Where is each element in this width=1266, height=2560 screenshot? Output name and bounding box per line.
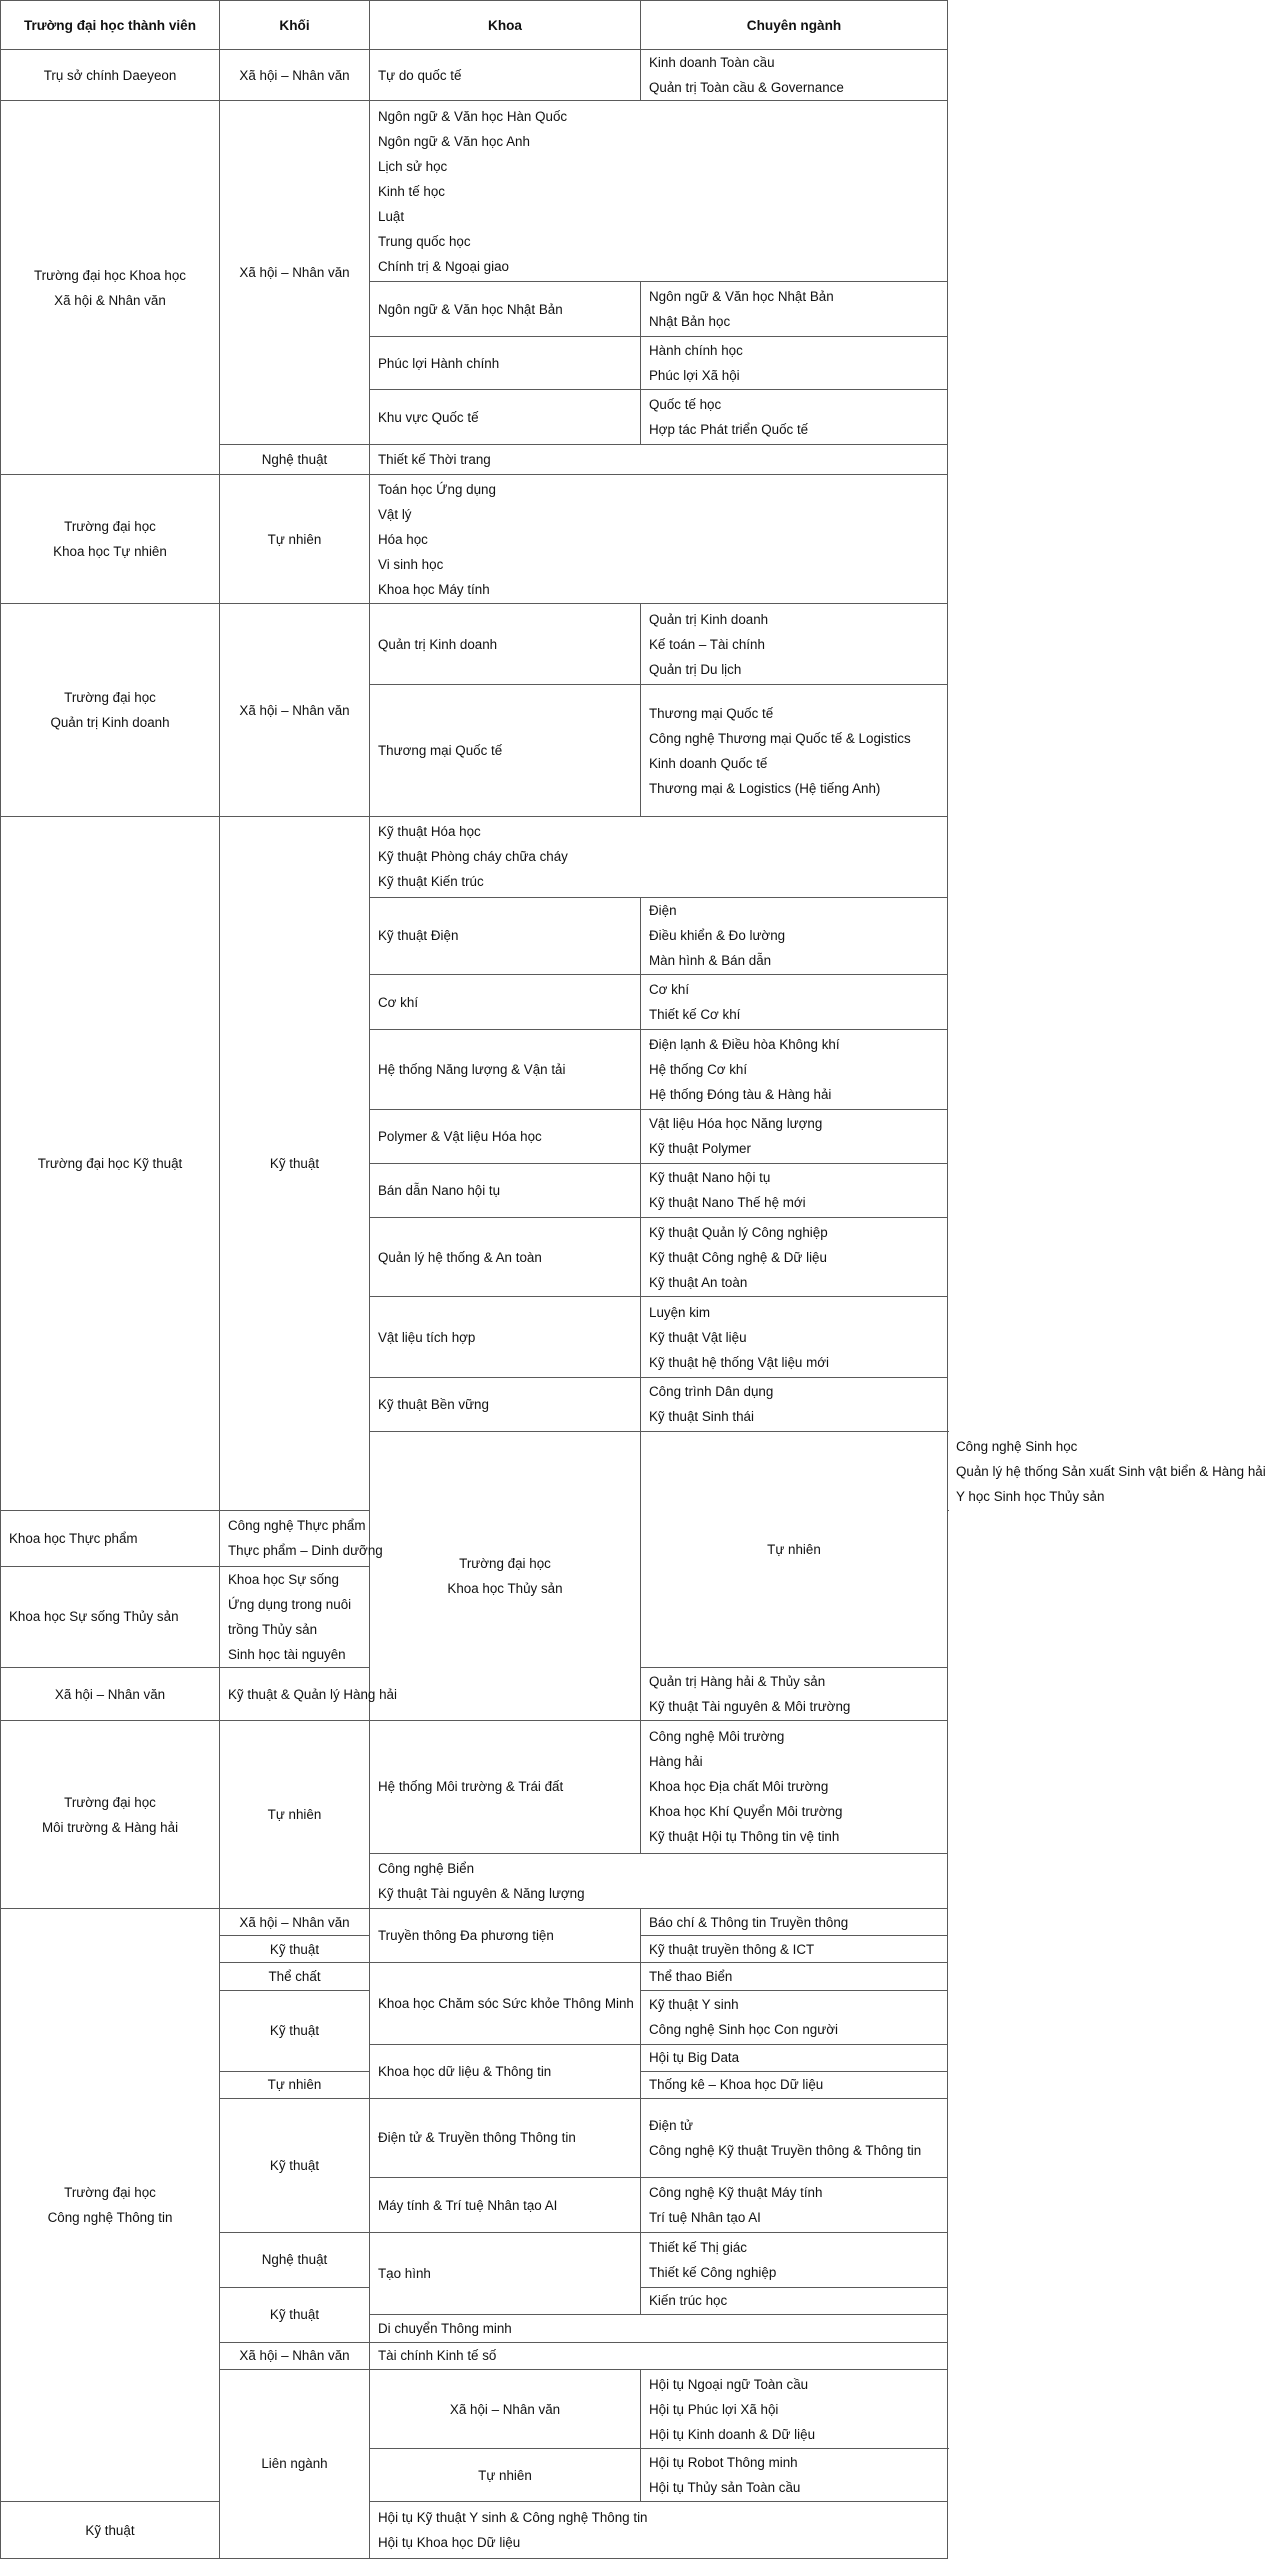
- cell-line: Xã hội – Nhân văn: [239, 264, 350, 280]
- cell-line: Tự nhiên: [267, 531, 322, 547]
- faculty-cell: [370, 2044, 641, 2098]
- cell-line: Phúc lợi Hành chính: [378, 355, 500, 371]
- cell-line: Kỹ thuật Nano Thế hệ mới: [649, 1195, 806, 1211]
- cell-line: Hệ thống Đóng tàu & Hàng hải: [649, 1086, 832, 1102]
- cell-line: Kinh doanh Quốc tế: [649, 755, 768, 771]
- faculty-cell: [370, 444, 948, 474]
- faculty-cell: [370, 684, 641, 817]
- cell-line: Hội tụ Kinh doanh & Dữ liệu: [649, 2426, 816, 2442]
- cell-line: Trường đại học: [459, 1556, 551, 1572]
- cell-line: Kỹ thuật Công nghệ & Dữ liệu: [649, 1249, 827, 1265]
- block-cell: [370, 2449, 641, 2502]
- major-cell: [641, 1163, 948, 1217]
- cell-line: Luật: [378, 208, 405, 224]
- block-cell: [220, 1991, 370, 2071]
- table-row: [1, 50, 948, 101]
- table-row: [1, 474, 948, 604]
- faculty-cell: [370, 1218, 641, 1297]
- cell-line: Hệ thống Môi trường & Trái đất: [378, 1779, 564, 1795]
- cell-line: Xã hội – Nhân văn: [54, 1686, 166, 1702]
- cell-line: Toán học Ứng dụng: [378, 481, 496, 497]
- header-row: [1, 1, 948, 50]
- cell-line: Vật liệu Hóa học Năng lượng: [649, 1116, 823, 1132]
- cell-line: Tự nhiên: [267, 2077, 322, 2093]
- cell-line: Kỹ thuật Hội tụ Thông tin vệ tinh: [649, 1829, 840, 1845]
- cell-line: Trường đại học Khoa học: [34, 267, 186, 283]
- faculty-cell: [370, 2314, 948, 2342]
- block-cell: [220, 2287, 370, 2342]
- cell-line: Khoa học dữ liệu & Thông tin: [378, 2063, 552, 2079]
- block-cell: [220, 2233, 370, 2287]
- faculty-cell: [370, 1963, 641, 2044]
- cell-line: Thống kê – Khoa học Dữ liệu: [649, 2077, 824, 2093]
- cell-line: Kinh tế học: [378, 183, 445, 199]
- cell-line: Báo chí & Thông tin Truyền thông: [649, 1914, 849, 1930]
- major-cell: [641, 50, 948, 101]
- faculty-cell: [370, 337, 641, 390]
- cell-line: Trường đại học: [64, 519, 156, 535]
- cell-line: Hóa học: [378, 531, 428, 547]
- cell-line: Ngôn ngữ & Văn học Nhật Bản: [649, 289, 834, 305]
- faculty-cell: [641, 2369, 948, 2448]
- cell-line: Ngôn ngữ & Văn học Anh: [378, 133, 530, 149]
- cell-line: Công nghệ Sinh học Con người: [649, 2022, 838, 2038]
- block-cell: [370, 2369, 641, 2448]
- cell-line: Khoa học Thực phẩm: [9, 1530, 138, 1546]
- cell-line: Quản trị Kinh doanh: [50, 715, 170, 731]
- major-cell: [641, 684, 948, 817]
- faculty-cell: [370, 1030, 641, 1109]
- faculty-cell: [370, 1297, 641, 1377]
- cell-line: Sinh học tài nguyên: [228, 1646, 346, 1662]
- faculty-cell: [370, 1163, 641, 1217]
- cell-line: Kỹ thuật: [269, 1941, 320, 1957]
- major-cell: [641, 1377, 948, 1431]
- cell-line: Hội tụ Robot Thông minh: [649, 2455, 798, 2471]
- cell-line: Khoa học Khí Quyển Môi trường: [649, 1804, 843, 1820]
- cell-line: Thương mại & Logistics (Hệ tiếng Anh): [649, 780, 881, 796]
- faculty-cell: [370, 2233, 641, 2314]
- table-row: [1, 604, 948, 684]
- cell-line: Hội tụ Ngoại ngữ Toàn cầu: [649, 2376, 809, 2392]
- cell-line: Thiết kế Thị giác: [649, 2239, 747, 2255]
- header-block: Khối: [220, 1, 370, 50]
- table-row: [1, 1721, 948, 1854]
- cell-line: Truyền thông Đa phương tiện: [378, 1928, 554, 1944]
- cell-line: Bán dẫn Nano hội tụ: [378, 1182, 501, 1198]
- major-cell: [641, 2098, 948, 2177]
- major-cell: [641, 1991, 948, 2044]
- cell-line: Thiết kế Cơ khí: [649, 1007, 741, 1023]
- cell-line: Công nghệ Kỹ thuật Máy tính: [649, 2185, 823, 2201]
- cell-line: Khu vực Quốc tế: [378, 409, 479, 425]
- university-cell: [1, 50, 220, 101]
- faculty-cell: [370, 604, 641, 684]
- block-cell: [1, 2502, 220, 2559]
- cell-line: Công nghệ Kỹ thuật Truyền thông & Thông tin: [649, 2142, 922, 2158]
- cell-line: Lịch sử học: [378, 158, 448, 174]
- cell-line: Màn hình & Bán dẫn: [649, 953, 772, 969]
- cell-line: Quản trị Du lịch: [649, 661, 742, 677]
- block-cell: [220, 474, 370, 604]
- major-cell: [641, 337, 948, 390]
- cell-line: Hàng hải: [649, 1754, 703, 1770]
- cell-line: Máy tính & Trí tuệ Nhân tạo AI: [378, 2197, 558, 2213]
- cell-line: Vật liệu tích hợp: [378, 1329, 476, 1345]
- university-cell: [1, 474, 220, 604]
- cell-line: Chính trị & Ngoại giao: [378, 258, 510, 274]
- cell-line: Kỹ thuật Sinh thái: [649, 1409, 754, 1425]
- cell-line: Trường đại học: [64, 2185, 156, 2201]
- cell-line: Kỹ thuật Hóa học: [378, 824, 481, 840]
- cell-line: Kỹ thuật hệ thống Vật liệu mới: [649, 1354, 829, 1370]
- cell-line: Công trình Dân dụng: [649, 1384, 774, 1400]
- faculty-cell: [370, 817, 948, 897]
- university-cell: [1, 101, 220, 475]
- cell-line: Hội tụ Thủy sản Toàn cầu: [649, 2480, 801, 2496]
- cell-line: Kế toán – Tài chính: [649, 636, 765, 652]
- major-cell: [641, 2233, 948, 2287]
- cell-line: Hệ thống Năng lượng & Vận tải: [378, 1061, 566, 1077]
- university-cell: [370, 1431, 641, 1720]
- cell-line: Thiết kế Thời trang: [378, 451, 491, 467]
- faculty-cell: [370, 1109, 641, 1163]
- cell-line: Kỹ thuật Tài nguyên & Môi trường: [649, 1699, 851, 1715]
- faculty-cell: [370, 282, 641, 337]
- cell-line: Thiết kế Công nghiệp: [649, 2264, 777, 2280]
- cell-line: Trường đại học Kỹ thuật: [37, 1156, 183, 1172]
- major-cell: [641, 897, 948, 974]
- header-major: Chuyên ngành: [641, 1, 948, 50]
- cell-line: Hợp tác Phát triển Quốc tế: [649, 422, 809, 438]
- cell-line: Quản lý hệ thống & An toàn: [378, 1249, 542, 1265]
- faculty-cell: [370, 1853, 948, 1908]
- major-cell: [641, 1109, 948, 1163]
- cell-line: Tự do quốc tế: [378, 67, 462, 83]
- faculty-cell: [370, 2098, 641, 2177]
- faculty-cell: [370, 390, 641, 444]
- cell-line: Công nghệ Thực phẩm: [228, 1518, 366, 1534]
- university-cell: [1, 1721, 220, 1909]
- table-row: [1, 817, 948, 897]
- major-cell: [641, 1963, 948, 1991]
- block-cell: [220, 2071, 370, 2098]
- major-cell: [641, 2287, 948, 2314]
- cell-line: Ngôn ngữ & Văn học Nhật Bản: [378, 301, 563, 317]
- cell-line: Xã hội & Nhân văn: [54, 292, 166, 308]
- major-cell: [641, 1667, 948, 1720]
- cell-line: Kỹ thuật Polymer: [649, 1141, 751, 1157]
- table-body: [1, 50, 1266, 2559]
- cell-line: Kỹ thuật: [269, 2023, 320, 2039]
- cell-line: Xã hội – Nhân văn: [239, 2348, 350, 2364]
- major-cell: [641, 974, 948, 1029]
- block-cell: [220, 1936, 370, 1963]
- cell-line: Trung quốc học: [378, 233, 471, 249]
- cell-line: Quản trị Toàn cầu & Governance: [649, 80, 844, 96]
- cell-line: Kỹ thuật truyền thông & ICT: [649, 1941, 815, 1957]
- faculty-cell: [370, 2342, 948, 2369]
- cell-line: Kỹ thuật Nano hội tụ: [649, 1170, 771, 1186]
- cell-line: Vi sinh học: [378, 556, 444, 572]
- cell-line: Cơ khí: [378, 994, 419, 1010]
- major-cell: [641, 1218, 948, 1297]
- block-cell: [220, 817, 370, 1511]
- cell-line: Khoa học Chăm sóc Sức khỏe Thông Minh: [378, 1995, 634, 2011]
- cell-line: Kỹ thuật Vật liệu: [649, 1329, 747, 1345]
- major-cell: [641, 1297, 948, 1377]
- cell-line: Ngôn ngữ & Văn học Hàn Quốc: [378, 108, 568, 124]
- cell-line: Xã hội – Nhân văn: [449, 2401, 561, 2417]
- cell-line: Kỹ thuật Y sinh: [649, 1997, 739, 2013]
- cell-line: Khoa học Địa chất Môi trường: [649, 1779, 829, 1795]
- cell-line: Nghệ thuật: [261, 2252, 328, 2268]
- faculty-cell: [220, 1667, 397, 1720]
- cell-line: Điện: [649, 903, 677, 919]
- cell-line: Trụ sở chính Daeyeon: [43, 67, 177, 83]
- cell-line: Phúc lợi Xã hội: [649, 368, 740, 384]
- university-cell: [1, 817, 220, 1511]
- block-cell: [641, 1431, 948, 1667]
- cell-line: Trường đại học: [64, 1794, 156, 1810]
- cell-line: Điện tử: [649, 2117, 693, 2133]
- cell-line: Xã hội – Nhân văn: [239, 702, 350, 718]
- cell-line: Quản trị Kinh doanh: [649, 611, 769, 627]
- university-cell: [1, 1908, 220, 2501]
- cell-line: Hội tụ Phúc lợi Xã hội: [649, 2401, 779, 2417]
- major-cell: [641, 390, 948, 444]
- major-cell: [641, 1721, 948, 1854]
- cell-line: Kỹ thuật Điện: [378, 928, 459, 944]
- block-cell: [220, 101, 370, 444]
- major-cell: [220, 1566, 370, 1667]
- block-cell: [220, 2098, 370, 2233]
- cell-line: Tự nhiên: [478, 2467, 532, 2483]
- cell-line: Điện lạnh & Điều hòa Không khí: [649, 1036, 840, 1052]
- block-cell: [1, 1667, 220, 1720]
- cell-line: Tự nhiên: [267, 1807, 322, 1823]
- cell-line: Trí tuệ Nhân tạo AI: [649, 2210, 761, 2226]
- faculty-cell: [370, 897, 641, 974]
- faculty-cell: [370, 101, 948, 282]
- major-cell: [641, 2044, 948, 2071]
- cell-line: Môi trường & Hàng hải: [41, 1819, 179, 1835]
- cell-line: Điện tử & Truyền thông Thông tin: [378, 2130, 576, 2146]
- block-cell: [220, 444, 370, 474]
- block-cell: [220, 2342, 370, 2369]
- faculty-cell: [370, 1377, 641, 1431]
- major-cell: [641, 604, 948, 684]
- cell-line: Kỹ thuật Quản lý Công nghiệp: [649, 1224, 828, 1240]
- cell-line: Khoa học Máy tính: [378, 581, 490, 597]
- cell-line: Khoa học Sự sống Ứng dụng trong nuôi trồng Thủy sản: [228, 1571, 352, 1637]
- table-row: [1, 2502, 948, 2559]
- major-cell: [641, 2071, 948, 2098]
- major-cell: [641, 1030, 948, 1109]
- header-faculty: Khoa: [370, 1, 641, 50]
- cell-line: Kỹ thuật: [269, 1156, 320, 1172]
- cell-line: Thương mại Quốc tế: [649, 705, 774, 721]
- cell-line: Kỹ thuật Tài nguyên & Năng lượng: [378, 1885, 585, 1901]
- cell-line: Hành chính học: [649, 343, 743, 359]
- block-cell: [220, 1721, 370, 1909]
- table-row: [1, 101, 948, 282]
- cell-line: Nhật Bản học: [649, 314, 731, 330]
- cell-line: Hệ thống Cơ khí: [649, 1061, 748, 1077]
- cell-line: Khoa học Thủy sản: [447, 1581, 563, 1597]
- cell-line: Kỹ thuật: [85, 2522, 135, 2538]
- table-row: Trường đại học Khoa học Thủy sản Tự nhiên Công nghệ Sinh học Quản lý hệ thống Sản xuất Sinh vật biển & Hàng hải Y học Sinh học Thủy sản: [1, 1431, 948, 1510]
- cell-line: Thực phẩm – Dinh dưỡng: [228, 1543, 383, 1559]
- cell-line: Kỹ thuật: [269, 2158, 320, 2174]
- university-cell: [220, 2369, 370, 2558]
- faculty-cell: [370, 974, 641, 1029]
- cell-line: Kỹ thuật: [269, 2307, 320, 2323]
- university-cell: [1, 604, 220, 817]
- faculty-cell: [370, 2178, 641, 2233]
- block-cell: [220, 1908, 370, 1935]
- faculty-cell: [641, 2449, 948, 2502]
- cell-line: Tài chính Kinh tế số: [378, 2348, 497, 2364]
- cell-line: Quản trị Kinh doanh: [378, 636, 498, 652]
- faculty-cell: [370, 50, 641, 101]
- faculty-cell: [370, 1908, 641, 1962]
- cell-line: Polymer & Vật liệu Hóa học: [378, 1128, 542, 1144]
- cell-line: Hội tụ Big Data: [649, 2050, 740, 2066]
- cell-line: Liên ngành: [261, 2456, 328, 2472]
- cell-line: Kinh doanh Toàn cầu: [649, 55, 775, 71]
- major-cell: [641, 1936, 948, 1963]
- table-row: [1, 1908, 948, 1935]
- cell-line: Xã hội – Nhân văn: [239, 1914, 350, 1930]
- cell-line: Trường đại học: [64, 690, 156, 706]
- cell-line: Thể thao Biển: [649, 1969, 733, 1985]
- cell-line: Kỹ thuật & Quản lý Hàng hải: [228, 1686, 397, 1702]
- cell-line: Công nghệ Biển: [378, 1860, 475, 1876]
- cell-line: Vật lý: [378, 506, 412, 522]
- cell-line: Công nghệ Thông tin: [47, 2210, 173, 2226]
- major-cell: [641, 1908, 948, 1935]
- cell-line: Khoa học Tự nhiên: [53, 544, 167, 560]
- cell-line: Luyện kim: [649, 1304, 711, 1320]
- cell-line: Di chuyển Thông minh: [378, 2320, 512, 2336]
- faculty-cell: [1, 1566, 220, 1667]
- major-cell: [641, 2178, 948, 2233]
- faculty-cell: [370, 474, 948, 604]
- cell-line: Quản trị Hàng hải & Thủy sản: [649, 1674, 826, 1690]
- major-cell: [641, 282, 948, 337]
- cell-line: Kiến trúc học: [649, 2293, 728, 2309]
- cell-line: Xã hội – Nhân văn: [239, 67, 350, 83]
- block-cell: [220, 604, 370, 817]
- major-cell: [220, 1511, 383, 1566]
- cell-line: Công nghệ Thương mại Quốc tế & Logistics: [649, 730, 911, 746]
- cell-line: Quốc tế học: [649, 397, 722, 413]
- cell-line: Khoa học Sự sống Thủy sản: [9, 1609, 179, 1625]
- block-cell: [220, 1963, 370, 1991]
- cell-line: Cơ khí: [649, 982, 690, 998]
- cell-line: Điều khiển & Đo lường: [649, 928, 786, 944]
- cell-line: Nghệ thuật: [261, 451, 328, 467]
- cell-line: Thể chất: [268, 1969, 321, 1985]
- block-cell: [220, 50, 370, 101]
- faculty-cell: [370, 1721, 641, 1854]
- cell-line: Công nghệ Môi trường: [649, 1729, 785, 1745]
- cell-line: Kỹ thuật Bền vững: [378, 1396, 489, 1412]
- faculty-cell: [1, 1511, 220, 1566]
- cell-line: Tạo hình: [378, 2266, 431, 2281]
- cell-line: Kỹ thuật Kiến trúc: [378, 874, 484, 890]
- cell-line: Kỹ thuật An toàn: [649, 1274, 748, 1290]
- cell-line: Tự nhiên: [767, 1541, 821, 1557]
- cell-line: Kỹ thuật Phòng cháy chữa cháy: [378, 849, 568, 865]
- faculty-cell: [370, 2502, 948, 2559]
- header-member-university: Trường đại học thành viên: [1, 1, 220, 50]
- cell-line: Thương mại Quốc tế: [378, 743, 503, 758]
- cell-line: Hội tụ Khoa học Dữ liệu: [378, 2535, 521, 2551]
- cell-line: Hội tụ Kỹ thuật Y sinh & Công nghệ Thông tin: [378, 2510, 648, 2526]
